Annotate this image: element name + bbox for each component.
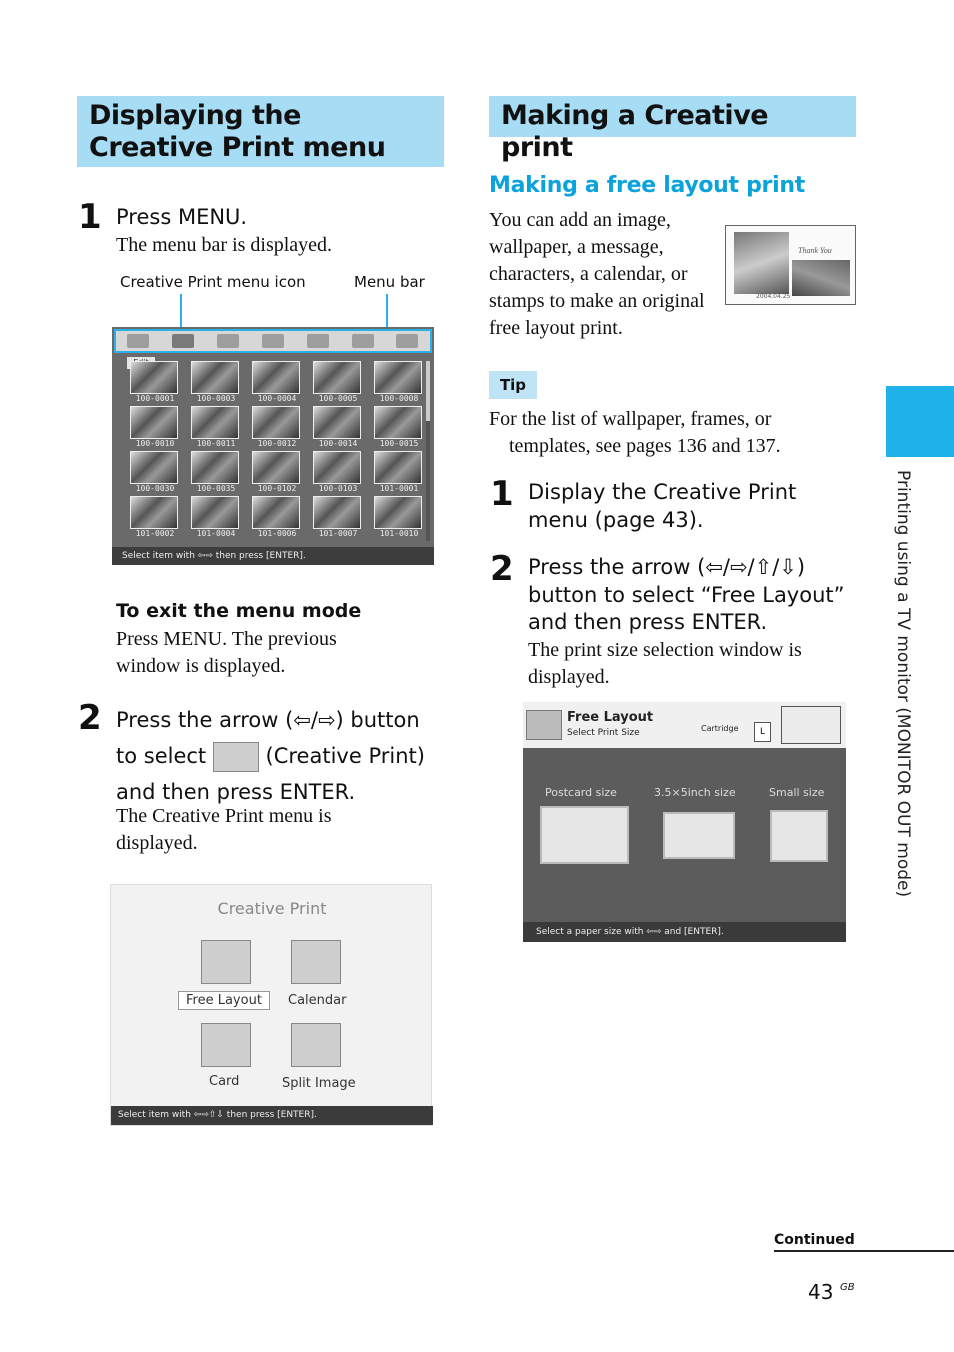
calendar-icon[interactable] xyxy=(291,940,341,984)
thumbnail[interactable] xyxy=(187,496,245,537)
callout-menu-bar: Menu bar xyxy=(354,273,425,291)
slideshow-menu-icon[interactable] xyxy=(262,334,284,348)
step-line: button to select “Free Layout” xyxy=(528,583,845,607)
exit-text: Press MENU. The previous window is displayed. xyxy=(116,628,337,677)
step-description: The print size selection window is displayed. xyxy=(528,639,802,688)
postcard-size-option[interactable] xyxy=(540,806,629,864)
thumbnail-image xyxy=(313,451,361,484)
thumbnail[interactable] xyxy=(370,406,428,447)
step-description: The Creative Print menu is displayed. xyxy=(116,805,332,854)
thumbnail[interactable] xyxy=(309,361,367,402)
thumbnail[interactable] xyxy=(187,361,245,402)
screen-title: Free Layout xyxy=(567,710,654,725)
thumbnail[interactable] xyxy=(126,451,184,492)
status-bar: Select item with ⇦⇨ then press [ENTER]. xyxy=(112,547,434,565)
thumbnail[interactable] xyxy=(248,451,306,492)
thumbnail-image xyxy=(130,451,178,484)
page-number: 43 xyxy=(808,1280,834,1304)
step-number: 2 xyxy=(490,549,514,589)
sort-menu-icon[interactable] xyxy=(307,334,329,348)
thumbnail-label: 100-0003 xyxy=(196,394,236,403)
size-label-postcard: Postcard size xyxy=(545,786,617,799)
thumbnail[interactable] xyxy=(187,451,245,492)
step-number: 1 xyxy=(78,197,102,237)
thumbnail[interactable] xyxy=(248,406,306,447)
sample-photo xyxy=(734,232,789,294)
exit-heading: To exit the menu mode xyxy=(116,600,362,622)
thumbnail-label: 101-0010 xyxy=(379,529,419,538)
thumbnail-label: 100-0103 xyxy=(318,484,358,493)
thumbnail-image xyxy=(130,496,178,529)
cartridge-label: Cartridge xyxy=(701,724,739,733)
thumbnail-image xyxy=(130,406,178,439)
thumbnail-label: 100-0008 xyxy=(379,394,419,403)
size-label-3x5: 3.5×5inch size xyxy=(654,786,736,799)
sample-print-image xyxy=(725,225,856,305)
menu-bar[interactable] xyxy=(114,329,432,353)
menu-item-calendar[interactable]: Calendar xyxy=(288,993,347,1008)
thumbnail-label: 100-0015 xyxy=(379,439,419,448)
thumbnail-label: 101-0001 xyxy=(379,484,419,493)
thumbnail-image xyxy=(252,451,300,484)
thumbnail[interactable] xyxy=(248,361,306,402)
step-title: Press MENU. xyxy=(116,205,248,229)
step-number: 2 xyxy=(78,698,102,738)
thumbnail-image xyxy=(374,406,422,439)
menu-bar-screen xyxy=(112,327,434,565)
thumbnail-image xyxy=(252,406,300,439)
creative-print-icon xyxy=(213,742,259,772)
page-suffix: GB xyxy=(840,1282,855,1293)
thumbnail-image xyxy=(252,496,300,529)
thumbnail[interactable] xyxy=(309,406,367,447)
step-line: and then press ENTER. xyxy=(528,610,768,634)
scrollbar[interactable] xyxy=(426,361,430,541)
thumbnail-image xyxy=(313,496,361,529)
callout-creative-print-icon: Creative Print menu icon xyxy=(120,273,306,291)
sample-print-text: Thank You xyxy=(798,246,832,255)
edit-menu-icon[interactable] xyxy=(127,334,149,348)
thumbnail[interactable] xyxy=(370,496,428,537)
thumbnail-image xyxy=(313,406,361,439)
thumbnail-label: 100-0102 xyxy=(257,484,297,493)
tip-label: Tip xyxy=(489,371,537,399)
trash-icon[interactable] xyxy=(352,334,374,348)
section-heading-making-print: Making a Creative print xyxy=(489,96,856,137)
subheading: Making a free layout print xyxy=(489,173,805,198)
menu-item-free-layout[interactable]: Free Layout xyxy=(178,991,270,1010)
size-label-small: Small size xyxy=(769,786,825,799)
status-bar: Select item with ⇦⇨⇧⇩ then press [ENTER]. xyxy=(111,1106,433,1125)
thumbnail-image xyxy=(191,406,239,439)
step-number: 1 xyxy=(490,474,514,514)
section-heading-display-menu: Displaying the Creative Print menu xyxy=(77,96,444,167)
thumbnail-image xyxy=(374,451,422,484)
intro-text: You can add an image, wallpaper, a message, characters, a calendar, or stamps to make an original free layout print. xyxy=(489,209,705,339)
thumbnail-label: 100-0005 xyxy=(318,394,358,403)
step-description: The menu bar is displayed. xyxy=(116,234,333,256)
thumbnail[interactable] xyxy=(370,361,428,402)
thumbnail-image xyxy=(191,361,239,394)
tip-text: For the list of wallpaper, frames, or templates, see pages 136 and 137. xyxy=(489,408,781,457)
thumbnail-label: 100-0035 xyxy=(196,484,236,493)
thumbnail-image xyxy=(313,361,361,394)
screen-subtitle: Select Print Size xyxy=(567,728,640,738)
free-layout-icon[interactable] xyxy=(201,940,251,984)
small-size-option[interactable] xyxy=(770,810,828,862)
thumbnail-label: 100-0012 xyxy=(257,439,297,448)
creative-print-menu-icon[interactable] xyxy=(172,334,194,348)
thumbnail-image xyxy=(252,361,300,394)
thumbnail-label: 101-0004 xyxy=(196,529,236,538)
callout-line-right xyxy=(386,294,388,330)
footer-rule xyxy=(774,1250,954,1252)
sample-photo xyxy=(792,260,850,296)
search-icon[interactable] xyxy=(396,334,418,348)
thumbnail[interactable] xyxy=(370,451,428,492)
thumbnail-image xyxy=(191,496,239,529)
thumbnail[interactable] xyxy=(126,361,184,402)
thumbnail[interactable] xyxy=(309,451,367,492)
creative-print-menu-screen xyxy=(110,884,432,1126)
step-line: Press the arrow (⇦/⇨/⇧/⇩) xyxy=(528,555,806,579)
thumbnail-label: 100-0004 xyxy=(257,394,297,403)
thumbnail[interactable] xyxy=(126,496,184,537)
thumbnail[interactable] xyxy=(248,496,306,537)
step-text: Display the Creative Print menu (page 43). xyxy=(528,480,797,532)
screen-title: Creative Print xyxy=(217,899,327,918)
thumbnail-label: 100-0011 xyxy=(196,439,236,448)
thumbnail-label: 100-0030 xyxy=(135,484,175,493)
menu-item-card[interactable]: Card xyxy=(209,1074,240,1089)
thumbnail[interactable] xyxy=(309,496,367,537)
thumbnail-image xyxy=(374,496,422,529)
chapter-title: Printing using a TV monitor (MONITOR OUT mode) xyxy=(893,470,913,898)
step-line xyxy=(116,738,425,774)
step-line: and then press ENTER. xyxy=(116,780,356,804)
step-line: Press the arrow (⇦/⇨) button xyxy=(116,708,420,732)
free-layout-icon xyxy=(526,710,562,740)
thumbnail-grid xyxy=(126,361,424,537)
status-bar: Select a paper size with ⇦⇨ and [ENTER]. xyxy=(523,922,846,942)
thumbnail-label: 100-0014 xyxy=(318,439,358,448)
card-icon[interactable] xyxy=(201,1023,251,1067)
thumbnail[interactable] xyxy=(126,406,184,447)
continued-label: Continued xyxy=(774,1232,855,1248)
chapter-tab xyxy=(886,386,954,457)
thumbnail-label: 101-0007 xyxy=(318,529,358,538)
thumbnail-label: 100-0010 xyxy=(135,439,175,448)
screen-header xyxy=(523,702,846,748)
cartridge-size-badge: L xyxy=(754,722,771,742)
zoom-menu-icon[interactable] xyxy=(217,334,239,348)
print-size-screen xyxy=(523,702,846,942)
thumbnail-label: 100-0001 xyxy=(135,394,175,403)
sample-print-date: 2004.04.25 xyxy=(756,293,791,300)
thumbnail-image xyxy=(191,451,239,484)
thumbnail[interactable] xyxy=(187,406,245,447)
thumbnail-image xyxy=(130,361,178,394)
3x5-size-option[interactable] xyxy=(663,812,735,859)
menu-item-split-image[interactable]: Split Image xyxy=(282,1076,356,1091)
step-line-pre: to select xyxy=(116,744,207,768)
preview-box xyxy=(781,706,841,744)
thumbnail-image xyxy=(374,361,422,394)
thumbnail-label: 101-0006 xyxy=(257,529,297,538)
step-line-post: (Creative Print) xyxy=(265,744,425,768)
thumbnail-label: 101-0002 xyxy=(135,529,175,538)
split-image-icon[interactable] xyxy=(291,1023,341,1067)
